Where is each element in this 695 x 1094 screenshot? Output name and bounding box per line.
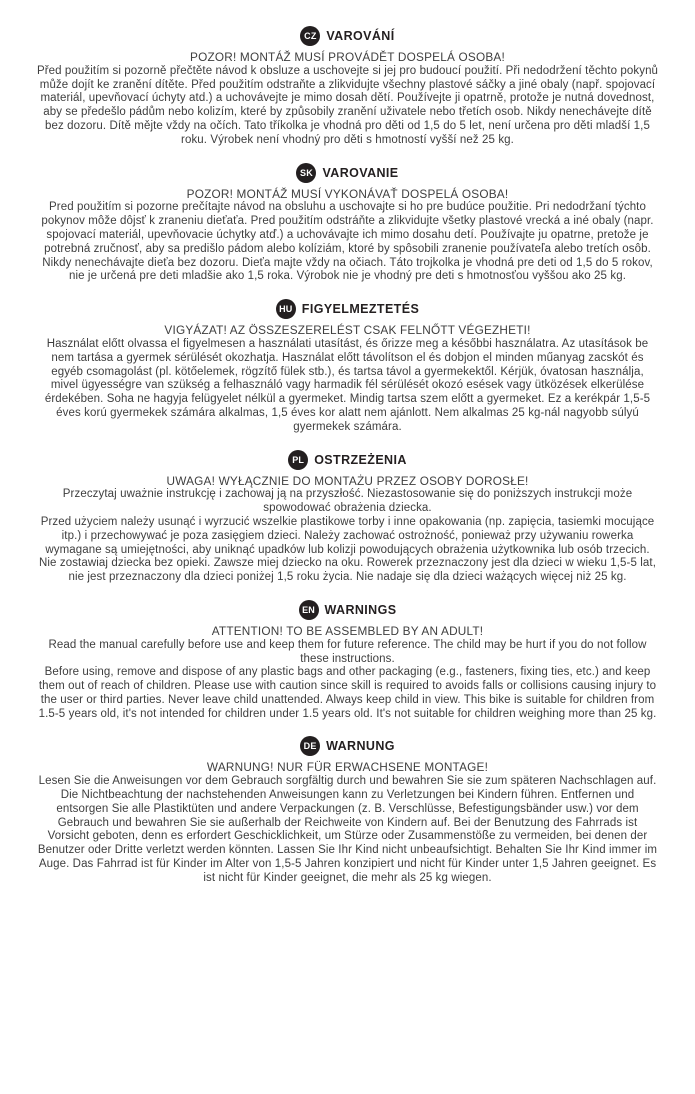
warning-section-cz (36, 26, 659, 148)
section-title-sk: POZOR! MONTÁŽ MUSÍ VYKONÁVAŤ DOSPELÁ OSOBA! (186, 186, 509, 201)
section-heading-label-de: WARNUNG (326, 739, 395, 754)
section-title-pl: UWAGA! WYŁĄCZNIE DO MONTAŻU PRZEZ OSOBY DOROSŁE! (166, 473, 529, 488)
section-heading-cz (36, 26, 659, 46)
section-heading-label-cz: VAROVÁNÍ (326, 29, 395, 43)
section-paragraph-en-1: Read the manual carefully before use and keep them for future reference. The child may be hurt if you do not follow these instructions. (48, 638, 647, 665)
section-paragraph-sk: Pred použitím si pozorne prečítajte návod na obsluhu a uschovajte si ho pre budúce použitie. Pri nedodržaní týchto pokynov môže dôjsť k zraneniu dieťaťa. Pred použitím odstráňte a zlikvidujte všetky plastové vrecká a iné obaly (napr. spojovací materiál, upevňovacie úchytky atď.) a uchovávajte ich mimo dosahu detí. Používajte ju opatrne, pretože je potrebná zručnosť, aby sa predišlo pádom alebo kolíziám, ktoré by spôsobili zranenie používateľa alebo tretích osôb. Nikdy nenechávajte dieťa bez dozoru. Dieťa majte vždy na očiach. Táto trojkolka je vhodná pre deti od 1,5 do 5 rokov, nie je určená pre deti mladšie ako 1,5 roka. Výrobok nie je vhodný pre deti s hmotnosťou vyššou ako 25 kg. (41, 201, 654, 283)
lang-badge-en-icon: EN (299, 600, 319, 620)
section-paragraph-pl-2: Przed użyciem należy usunąć i wyrzucić wszelkie plastikowe torby i inne opakowania (np. zapięcia, tasiemki mocujące itp.) i przechowywać je poza zasięgiem dzieci. Należy zachować ostrożność, ponieważ przy używaniu rowerka wymagane są umiejętności, aby uniknąć upadków lub kolizji powodujących obrażenia użytkownika lub osób trzecich. Nie zostawiaj dziecka bez opieki. Zawsze miej dziecko na oku. Rowerek przeznaczony jest dla dzieci w wieku 1,5-5 lat, nie jest przeznaczony dla dzieci poniżej 1,5 roku życia. Nie nadaje się dla dzieci ważących więcej niż 25 kg. (39, 515, 656, 584)
section-heading-en (36, 600, 659, 620)
section-heading-label-sk: VAROVANIE (322, 165, 399, 180)
section-title-hu: VIGYÁZAT! AZ ÖSSZESZERELÉST CSAK FELNŐTT VÉGEZHETI! (164, 323, 531, 338)
warning-section-en (36, 600, 659, 722)
section-heading-hu (36, 299, 659, 319)
section-heading-sk (36, 163, 659, 183)
section-heading-de (36, 736, 659, 756)
warning-section-pl (36, 450, 659, 585)
section-heading-label-hu: FIGYELMEZTETÉS (301, 302, 420, 317)
lang-badge-sk-icon: SK (296, 163, 316, 183)
warning-section-de (36, 736, 659, 885)
section-title-cz: POZOR! MONTÁŽ MUSÍ PROVÁDĚT DOSPELÁ OSOBA! (190, 50, 505, 64)
warning-section-hu (36, 299, 659, 434)
section-paragraph-cz: Před použitím si pozorně přečtěte návod k obsluze a uschovejte si jej pro budoucí použití. Při nedodržení těchto pokynů může dojít ke zranění dítěte. Před použitím odstraňte a zlikvidujte všechny plastové sáčky a jiné obaly (např. spojovací materiál, upevňovací úchyty atd.) a uchovávejte je mimo dosah dětí. Používejte ji opatrně, protože je nutná dovednost, aby se předešlo pádům nebo kolizím, které by způsobily zranění uživatele nebo třetích osob. Nikdy nenechávejte dítě bez dozoru. Dítě mějte vždy na očích. Tato tříkolka je vhodná pro děti od 1,5 do 5 let, není určena pro děti mladší 1,5 roku. Výrobek není vhodný pro děti s hmotností vyšší než 25 kg. (36, 64, 659, 146)
lang-badge-de-icon: DE (300, 736, 320, 756)
section-heading-pl (36, 450, 659, 470)
lang-badge-pl-icon: PL (288, 450, 308, 470)
section-title-en: ATTENTION! TO BE ASSEMBLED BY AN ADULT! (211, 623, 484, 638)
section-paragraph-hu: Használat előtt olvassa el figyelmesen a használati utasítást, és őrizze meg a későbbi használatra. Az utasítások be nem tartása a gyermek sérülését okozhatja. Használat előtt távolítson el és dobjon el minden műanyag zacskót és egyéb csomagolást (pl. kötőelemek, rögzítő fülek stb.), és tartsa távol a gyermekektől. Kérjük, óvatosan használja, mivel ügyességre van szükség a felhasználó vagy harmadik fél sérülését okozó esések vagy ütközések elkerülése érdekében. Soha ne hagyja felügyelet nélkül a gyermeket. Mindig tartsa szem előtt a gyermeket. Ez a kerékpár 1,5-5 éves korú gyermekek számára alkalmas, 1,5 éves kor alatt nem ajánlott. Nem alkalmas 25 kg-nál nagyobb súlyú gyermekek számára. (44, 337, 651, 433)
section-paragraph-pl-1: Przeczytaj uważnie instrukcję i zachowaj ją na przyszłość. Niezastosowanie się do poniższych instrukcji może spowodować obrażenia dziecka. (62, 488, 633, 515)
lang-badge-cz-icon: CZ (300, 26, 320, 46)
section-heading-label-en: WARNINGS (324, 602, 397, 617)
section-paragraph-en-2: Before using, remove and dispose of any plastic bags and other packaging (e.g., fasteners, fixing ties, etc.) and keep them out of reach of children. Please use with caution since skill is required to avoids falls or collisions causing injury to the user or third parties. Never leave child unattended. Always keep child in view. This bike is suitable for children from 1.5-5 years old, it's not intended for children under 1.5 years old. It's not suitable for children weighing more than 25 kg. (38, 666, 657, 720)
lang-badge-hu-icon: HU (276, 299, 296, 319)
section-paragraph-de: Lesen Sie die Anweisungen vor dem Gebrauch sorgfältig durch und bewahren Sie sie zum späteren Nachschlagen auf. Die Nichtbeachtung der nachstehenden Anweisungen kann zu Verletzungen bei Kindern führen. Entfernen und entsorgen Sie alle Plastiktüten und andere Verpackungen (z. B. Verschlüsse, Befestigungsbänder usw.) vor dem Gebrauch und bewahren Sie sie außerhalb der Reichweite von Kindern auf. Bei der Benutzung des Fahrrads ist Vorsicht geboten, denn es erfordert Geschicklichkeit, um Stürze oder Zusammenstöße zu vermeiden, bei denen der Benutzer oder Dritte verletzt werden könnten. Lassen Sie Ihr Kind nicht unbeaufsichtigt. Behalten Sie Ihr Kind immer im Auge. Das Fahrrad ist für Kinder im Alter von 1,5-5 Jahren konzipiert und nicht für Kinder unter 1,5 Jahren geeignet. Es ist nicht für Kinder geeignet, die mehr als 25 kg wiegen. (37, 775, 658, 884)
section-heading-label-pl: OSTRZEŻENIA (314, 452, 407, 467)
section-title-de: WARNUNG! NUR FÜR ERWACHSENE MONTAGE! (206, 760, 489, 775)
warning-section-sk (36, 163, 659, 285)
